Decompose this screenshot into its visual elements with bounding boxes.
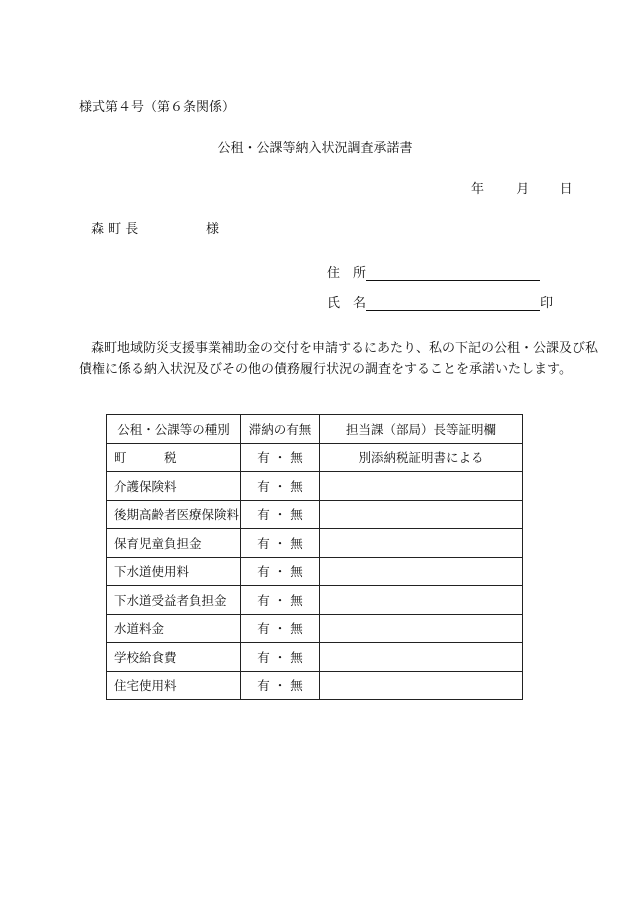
row-certification[interactable]	[320, 472, 523, 501]
date-month-label: 月	[516, 182, 530, 197]
row-type: 住宅使用料	[107, 671, 241, 700]
table-row	[107, 557, 523, 586]
header-type: 公租・公課等の種別	[107, 415, 241, 444]
table-row	[107, 614, 523, 643]
table-row	[107, 443, 523, 472]
document-title: 公租・公課等納入状況調査承諾書	[217, 141, 413, 156]
table-header-row	[107, 415, 523, 444]
row-status[interactable]: 有 ・ 無	[241, 443, 320, 472]
row-status[interactable]: 有 ・ 無	[241, 614, 320, 643]
row-type: 下水道使用料	[107, 557, 241, 586]
table-row	[107, 643, 523, 672]
date-day-label: 日	[559, 182, 573, 197]
row-type: 保育児童負担金	[107, 529, 241, 558]
row-certification[interactable]	[320, 586, 523, 615]
row-type: 介護保険料	[107, 472, 241, 501]
payment-status-table	[106, 414, 523, 700]
row-type: 下水道受益者負担金	[107, 586, 241, 615]
table-row	[107, 529, 523, 558]
table-row	[107, 500, 523, 529]
row-certification[interactable]	[320, 557, 523, 586]
row-certification: 別添納税証明書による	[320, 443, 523, 472]
row-status[interactable]: 有 ・ 無	[241, 671, 320, 700]
header-certification: 担当課（部局）長等証明欄	[320, 415, 523, 444]
row-type: 後期高齢者医療保険料	[107, 500, 241, 529]
seal-mark: 印	[540, 296, 554, 311]
row-certification[interactable]	[320, 529, 523, 558]
name-field[interactable]	[366, 298, 540, 311]
row-type: 町 税	[107, 443, 241, 472]
table-row	[107, 671, 523, 700]
row-certification[interactable]	[320, 643, 523, 672]
row-type: 学校給食費	[107, 643, 241, 672]
addressee-name: 森 町 長	[91, 222, 139, 237]
row-status[interactable]: 有 ・ 無	[241, 586, 320, 615]
row-status[interactable]: 有 ・ 無	[241, 529, 320, 558]
date-line	[471, 178, 573, 197]
row-status[interactable]: 有 ・ 無	[241, 500, 320, 529]
header-arrears: 滞納の有無	[241, 415, 320, 444]
table-row	[107, 586, 523, 615]
addressee-honorific: 様	[206, 222, 220, 237]
row-status[interactable]: 有 ・ 無	[241, 557, 320, 586]
date-year-label: 年	[471, 182, 485, 197]
name-row	[327, 292, 553, 311]
address-field[interactable]	[366, 268, 540, 281]
row-status[interactable]: 有 ・ 無	[241, 472, 320, 501]
address-label: 住 所	[327, 266, 367, 281]
row-certification[interactable]	[320, 614, 523, 643]
consent-text-line-2: 債権に係る納入状況及びその他の債務履行状況の調査をすることを承諾いたします。	[79, 362, 572, 377]
consent-text-line-1: 森町地域防災支援事業補助金の交付を申請するにあたり、私の下記の公租・公課及び私	[91, 341, 599, 356]
row-certification[interactable]	[320, 500, 523, 529]
address-row	[327, 262, 540, 281]
row-certification[interactable]	[320, 671, 523, 700]
row-status[interactable]: 有 ・ 無	[241, 643, 320, 672]
name-label: 氏 名	[327, 296, 367, 311]
row-type: 水道料金	[107, 614, 241, 643]
form-number: 様式第４号（第６条関係）	[79, 100, 236, 115]
table-row	[107, 472, 523, 501]
